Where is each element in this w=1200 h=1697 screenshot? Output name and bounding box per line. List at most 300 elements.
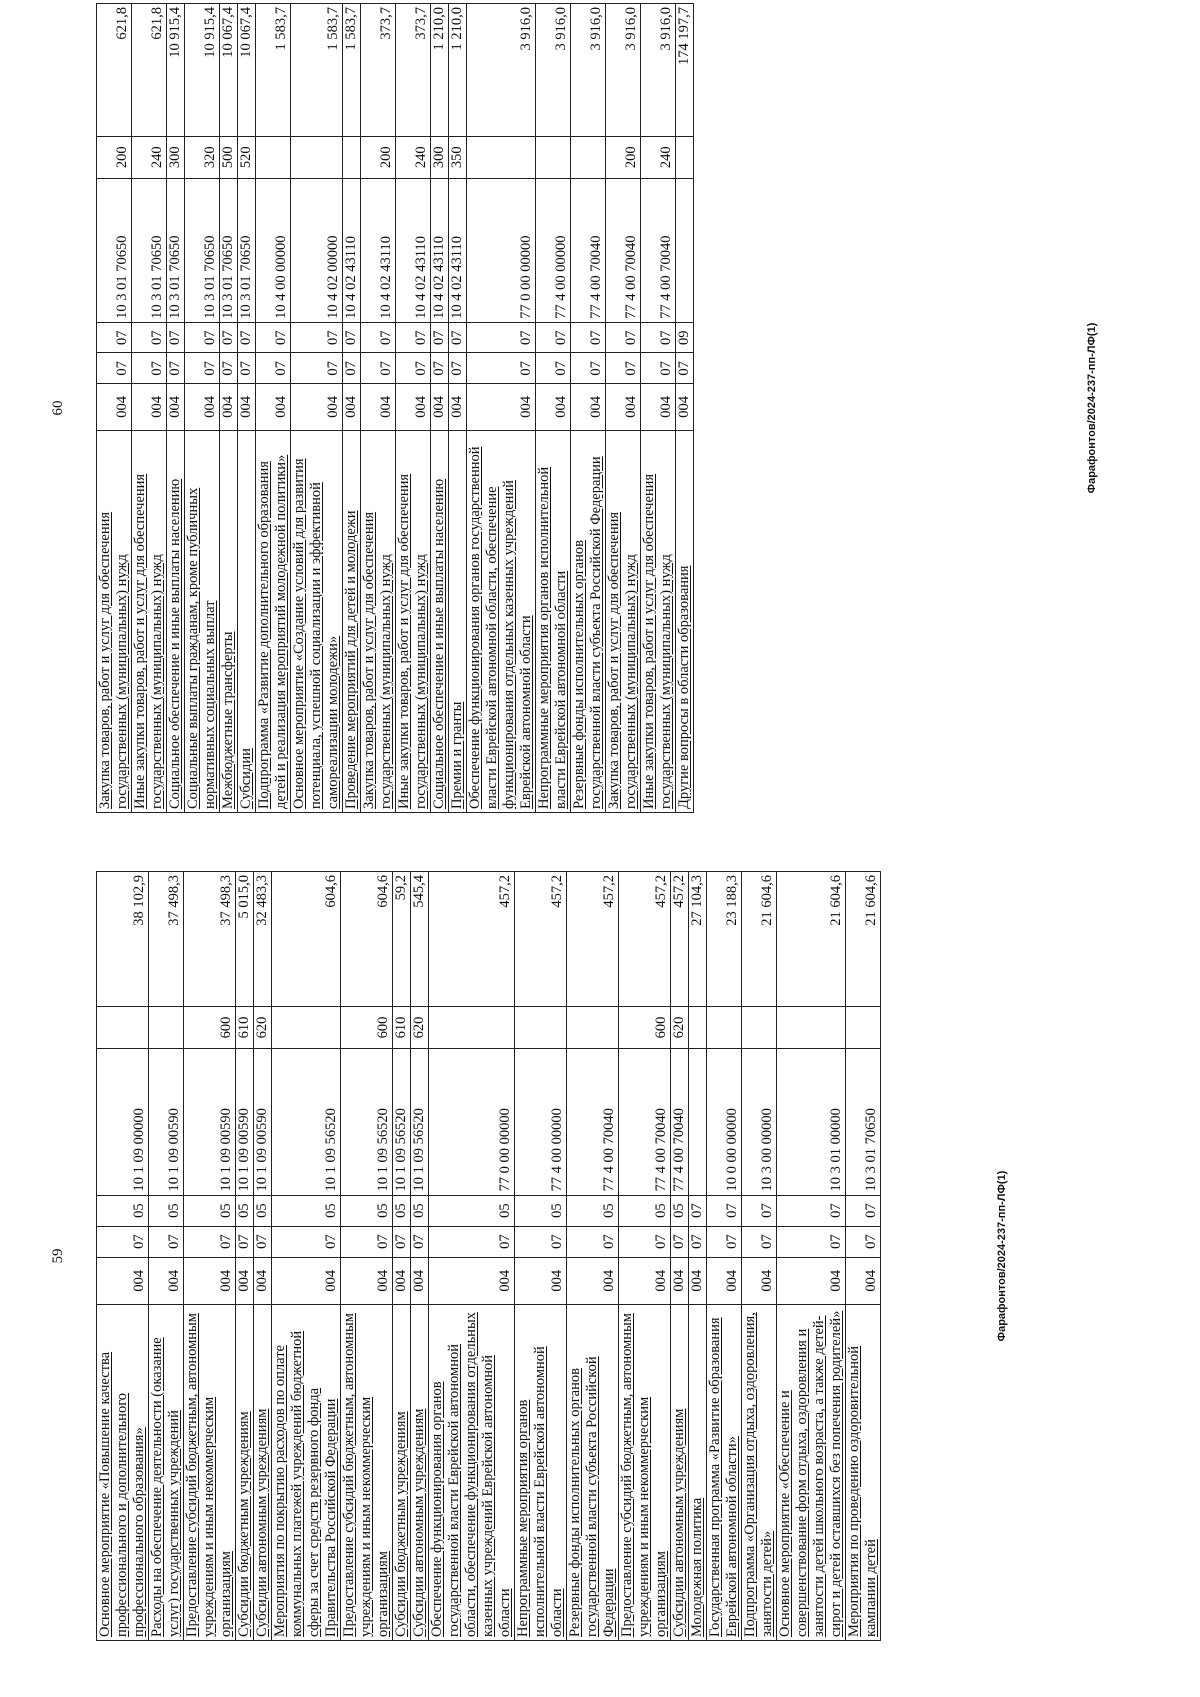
expense-type bbox=[272, 1006, 341, 1049]
expense-type bbox=[467, 136, 536, 178]
table-row bbox=[619, 872, 671, 1641]
section-code: 07 bbox=[132, 353, 167, 384]
amount: 59,2 bbox=[393, 872, 411, 1007]
section-code: 07 bbox=[671, 1226, 689, 1257]
subsection-code: 07 bbox=[707, 1195, 742, 1226]
amount: 3 916,0 bbox=[641, 4, 676, 137]
subsection-code: 07 bbox=[185, 322, 220, 353]
amount: 37 498,3 bbox=[149, 872, 184, 1007]
amount: 373,7 bbox=[361, 4, 396, 137]
amount: 21 604,6 bbox=[846, 872, 881, 1007]
amount: 457,2 bbox=[671, 872, 689, 1007]
ministry-code: 004 bbox=[291, 384, 343, 431]
table-row bbox=[689, 872, 707, 1641]
row-name: Предоставление субсидий бюджетным, автономным учреждениям и иным некоммерческим организациям bbox=[184, 1304, 236, 1640]
subsection-code: 05 bbox=[429, 1195, 515, 1226]
amount: 10 067,4 bbox=[238, 4, 256, 137]
ministry-code: 004 bbox=[567, 1257, 619, 1304]
expense-type: 600 bbox=[341, 1006, 393, 1049]
row-name: Резервные фонды исполнительных органов государственной власти субъекта Российской Федерации bbox=[571, 430, 606, 812]
target-article: 77 0 00 00000 bbox=[429, 1049, 515, 1195]
ministry-code: 004 bbox=[97, 1257, 149, 1304]
subsection-code: 07 bbox=[606, 322, 641, 353]
section-code: 07 bbox=[515, 1226, 567, 1257]
section-code: 07 bbox=[97, 353, 132, 384]
target-article: 10 1 09 56520 bbox=[341, 1049, 393, 1195]
amount: 174 197,7 bbox=[676, 4, 694, 137]
amount: 23 188,3 bbox=[707, 872, 742, 1007]
ministry-code: 004 bbox=[431, 384, 449, 431]
expense-type: 300 bbox=[167, 136, 185, 178]
subsection-code: 05 bbox=[272, 1195, 341, 1226]
table-row bbox=[431, 4, 449, 813]
row-name: Подпрограмма «Развитие дополнительного образования детей и реализация мероприятий молодежной политики» bbox=[256, 430, 291, 812]
expense-type: 610 bbox=[236, 1006, 254, 1049]
row-name: Социальные выплаты гражданам, кроме публичных нормативных социальных выплат bbox=[185, 430, 220, 812]
target-article: 10 1 09 00590 bbox=[254, 1049, 272, 1195]
section-code: 07 bbox=[619, 1226, 671, 1257]
ministry-code: 004 bbox=[429, 1257, 515, 1304]
section-code: 07 bbox=[256, 353, 291, 384]
row-name: Молодежная политика bbox=[689, 1304, 707, 1640]
ministry-code: 004 bbox=[411, 1257, 429, 1304]
budget-table-body bbox=[97, 872, 881, 1641]
subsection-code: 07 bbox=[361, 322, 396, 353]
expense-type: 620 bbox=[254, 1006, 272, 1049]
table-row bbox=[676, 4, 694, 813]
page-number: 60 bbox=[50, 400, 66, 416]
amount: 621,8 bbox=[132, 4, 167, 137]
ministry-code: 004 bbox=[619, 1257, 671, 1304]
section-code: 07 bbox=[236, 1226, 254, 1257]
row-name: Основное мероприятие «Создание условий для развития потенциала, успешной социализации и эффективной самореализации молодежи» bbox=[291, 430, 343, 812]
subsection-code: 05 bbox=[341, 1195, 393, 1226]
target-article: 10 3 01 70650 bbox=[238, 178, 256, 322]
ministry-code: 004 bbox=[467, 384, 536, 431]
expense-type bbox=[149, 1006, 184, 1049]
table-row bbox=[707, 872, 742, 1641]
row-name: Государственная программа «Развитие образования Еврейской автономной области» bbox=[707, 1304, 742, 1640]
target-article: 10 1 09 00590 bbox=[184, 1049, 236, 1195]
amount: 37 498,3 bbox=[184, 872, 236, 1007]
section-code: 07 bbox=[343, 353, 361, 384]
row-name: Обеспечение функционирования органов государственной власти Еврейской автономной области, обеспечение функционирования отдельных казенных учреждений Еврейской автономной области bbox=[429, 1304, 515, 1640]
section-code: 07 bbox=[846, 1226, 881, 1257]
table-row bbox=[341, 872, 393, 1641]
amount: 457,2 bbox=[515, 872, 567, 1007]
row-name: Предоставление субсидий бюджетным, автономным учреждениям и иным некоммерческим организациям bbox=[341, 1304, 393, 1640]
section-code: 07 bbox=[396, 353, 431, 384]
expense-type: 610 bbox=[393, 1006, 411, 1049]
section-code: 07 bbox=[777, 1226, 846, 1257]
amount: 1 583,7 bbox=[343, 4, 361, 137]
subsection-code: 07 bbox=[641, 322, 676, 353]
subsection-code: 07 bbox=[256, 322, 291, 353]
amount: 21 604,6 bbox=[777, 872, 846, 1007]
expense-type bbox=[571, 136, 606, 178]
amount: 27 104,3 bbox=[689, 872, 707, 1007]
subsection-code: 05 bbox=[515, 1195, 567, 1226]
target-article: 77 4 00 70040 bbox=[619, 1049, 671, 1195]
budget-table-body bbox=[97, 4, 694, 813]
subsection-code: 05 bbox=[236, 1195, 254, 1226]
amount: 457,2 bbox=[619, 872, 671, 1007]
expense-type: 240 bbox=[396, 136, 431, 178]
subsection-code: 05 bbox=[411, 1195, 429, 1226]
table-row bbox=[132, 4, 167, 813]
table-row bbox=[567, 872, 619, 1641]
expense-type bbox=[515, 1006, 567, 1049]
section-code: 07 bbox=[467, 353, 536, 384]
expense-type: 600 bbox=[184, 1006, 236, 1049]
expense-type bbox=[429, 1006, 515, 1049]
target-article: 77 4 00 70040 bbox=[671, 1049, 689, 1195]
amount: 545,4 bbox=[411, 872, 429, 1007]
row-name: Подпрограмма «Организация отдыха, оздоровления, занятости детей» bbox=[742, 1304, 777, 1640]
target-article: 10 4 00 00000 bbox=[256, 178, 291, 322]
expense-type bbox=[742, 1006, 777, 1049]
subsection-code: 05 bbox=[671, 1195, 689, 1226]
expense-type: 200 bbox=[361, 136, 396, 178]
subsection-code: 07 bbox=[449, 322, 467, 353]
ministry-code: 004 bbox=[149, 1257, 184, 1304]
table-row bbox=[671, 872, 689, 1641]
expense-type bbox=[707, 1006, 742, 1049]
target-article: 77 4 00 70040 bbox=[606, 178, 641, 322]
row-name: Иные закупки товаров, работ и услуг для обеспечения государственных (муниципальных) нужд bbox=[641, 430, 676, 812]
expense-type bbox=[567, 1006, 619, 1049]
ministry-code: 004 bbox=[185, 384, 220, 431]
ministry-code: 004 bbox=[341, 1257, 393, 1304]
table-row bbox=[846, 872, 881, 1641]
expense-type: 600 bbox=[619, 1006, 671, 1049]
table-row bbox=[742, 872, 777, 1641]
ministry-code: 004 bbox=[707, 1257, 742, 1304]
section-code: 07 bbox=[449, 353, 467, 384]
target-article: 10 1 09 56520 bbox=[272, 1049, 341, 1195]
expense-type bbox=[97, 1006, 149, 1049]
row-name: Субсидии автономным учреждениям bbox=[671, 1304, 689, 1640]
subsection-code: 07 bbox=[132, 322, 167, 353]
amount: 3 916,0 bbox=[606, 4, 641, 137]
amount: 604,6 bbox=[272, 872, 341, 1007]
subsection-code: 07 bbox=[536, 322, 571, 353]
section-code: 07 bbox=[707, 1226, 742, 1257]
ministry-code: 004 bbox=[571, 384, 606, 431]
ministry-code: 004 bbox=[449, 384, 467, 431]
section-code: 07 bbox=[742, 1226, 777, 1257]
row-name: Субсидии бюджетным учреждениям bbox=[236, 1304, 254, 1640]
section-code: 07 bbox=[429, 1226, 515, 1257]
section-code: 07 bbox=[393, 1226, 411, 1257]
row-name: Закупка товаров, работ и услуг для обеспечения государственных (муниципальных) нужд bbox=[97, 430, 132, 812]
row-name: Проведение мероприятий для детей и молодежи bbox=[343, 430, 361, 812]
row-name: Субсидии bbox=[238, 430, 256, 812]
amount: 1 210,0 bbox=[449, 4, 467, 137]
ministry-code: 004 bbox=[272, 1257, 341, 1304]
expense-type: 320 bbox=[185, 136, 220, 178]
expense-type bbox=[777, 1006, 846, 1049]
expense-type bbox=[676, 136, 694, 178]
subsection-code: 07 bbox=[238, 322, 256, 353]
amount: 10 915,4 bbox=[185, 4, 220, 137]
amount: 457,2 bbox=[429, 872, 515, 1007]
amount: 1 583,7 bbox=[256, 4, 291, 137]
ministry-code: 004 bbox=[238, 384, 256, 431]
table-row bbox=[272, 872, 341, 1641]
target-article: 10 4 02 00000 bbox=[291, 178, 343, 322]
ministry-code: 004 bbox=[846, 1257, 881, 1304]
row-name: Субсидии автономным учреждениям bbox=[254, 1304, 272, 1640]
target-article: 10 4 02 43110 bbox=[361, 178, 396, 322]
section-code: 07 bbox=[361, 353, 396, 384]
target-article: 77 4 00 00000 bbox=[515, 1049, 567, 1195]
ministry-code: 004 bbox=[396, 384, 431, 431]
ministry-code: 004 bbox=[184, 1257, 236, 1304]
table-row bbox=[606, 4, 641, 813]
row-name: Межбюджетные трансферты bbox=[220, 430, 238, 812]
target-article: 10 1 09 00590 bbox=[236, 1049, 254, 1195]
expense-type bbox=[291, 136, 343, 178]
expense-type: 620 bbox=[671, 1006, 689, 1049]
ministry-code: 004 bbox=[515, 1257, 567, 1304]
table-row bbox=[536, 4, 571, 813]
row-name: Премии и гранты bbox=[449, 430, 467, 812]
expense-type: 350 bbox=[449, 136, 467, 178]
row-name: Непрограммные мероприятия органов исполнительной власти Еврейской автономной области bbox=[536, 430, 571, 812]
expense-type: 240 bbox=[641, 136, 676, 178]
budget-table bbox=[96, 3, 694, 813]
row-name: Иные закупки товаров, работ и услуг для обеспечения государственных (муниципальных) нужд bbox=[132, 430, 167, 812]
subsection-code: 07 bbox=[97, 322, 132, 353]
page-59 bbox=[50, 871, 1008, 1641]
amount: 3 916,0 bbox=[571, 4, 606, 137]
table-row bbox=[449, 4, 467, 813]
section-code: 07 bbox=[571, 353, 606, 384]
target-article: 10 1 09 00000 bbox=[97, 1049, 149, 1195]
expense-type: 240 bbox=[132, 136, 167, 178]
amount: 21 604,6 bbox=[742, 872, 777, 1007]
amount: 10 067,4 bbox=[220, 4, 238, 137]
ministry-code: 004 bbox=[220, 384, 238, 431]
amount: 621,8 bbox=[97, 4, 132, 137]
section-code: 07 bbox=[184, 1226, 236, 1257]
target-article: 10 0 00 00000 bbox=[707, 1049, 742, 1195]
section-code: 07 bbox=[220, 353, 238, 384]
section-code: 07 bbox=[272, 1226, 341, 1257]
target-article: 77 0 00 00000 bbox=[467, 178, 536, 322]
amount: 1 583,7 bbox=[291, 4, 343, 137]
ministry-code: 004 bbox=[536, 384, 571, 431]
subsection-code: 07 bbox=[846, 1195, 881, 1226]
row-name: Расходы на обеспечение деятельности (оказание услуг) государственных учреждений bbox=[149, 1304, 184, 1640]
table-row bbox=[236, 872, 254, 1641]
expense-type: 620 bbox=[411, 1006, 429, 1049]
footer-code: Фарафонтов/2024-237-пп-ЛФ(1) bbox=[1086, 322, 1098, 494]
ministry-code: 004 bbox=[256, 384, 291, 431]
section-code: 07 bbox=[676, 353, 694, 384]
section-code: 07 bbox=[431, 353, 449, 384]
table-row bbox=[571, 4, 606, 813]
target-article: 77 4 00 00000 bbox=[536, 178, 571, 322]
subsection-code: 07 bbox=[777, 1195, 846, 1226]
table-row bbox=[515, 872, 567, 1641]
expense-type: 520 bbox=[238, 136, 256, 178]
table-row bbox=[429, 872, 515, 1641]
subsection-code: 09 bbox=[676, 322, 694, 353]
ministry-code: 004 bbox=[641, 384, 676, 431]
section-code: 07 bbox=[411, 1226, 429, 1257]
table-row bbox=[220, 4, 238, 813]
section-code: 07 bbox=[567, 1226, 619, 1257]
row-name: Иные закупки товаров, работ и услуг для обеспечения государственных (муниципальных) нужд bbox=[396, 430, 431, 812]
target-article: 10 3 01 00000 bbox=[777, 1049, 846, 1195]
amount: 3 916,0 bbox=[536, 4, 571, 137]
subsection-code: 07 bbox=[396, 322, 431, 353]
table-row bbox=[393, 872, 411, 1641]
ministry-code: 004 bbox=[167, 384, 185, 431]
row-name: Предоставление субсидий бюджетным, автономным учреждениям и иным некоммерческим организациям bbox=[619, 1304, 671, 1640]
subsection-code: 05 bbox=[149, 1195, 184, 1226]
table-row bbox=[97, 4, 132, 813]
section-code: 07 bbox=[341, 1226, 393, 1257]
amount: 38 102,9 bbox=[97, 872, 149, 1007]
target-article: 10 3 00 00000 bbox=[742, 1049, 777, 1195]
subsection-code: 07 bbox=[343, 322, 361, 353]
ministry-code: 004 bbox=[254, 1257, 272, 1304]
target-article: 10 3 01 70650 bbox=[846, 1049, 881, 1195]
subsection-code: 07 bbox=[220, 322, 238, 353]
amount: 604,6 bbox=[341, 872, 393, 1007]
amount: 32 483,3 bbox=[254, 872, 272, 1007]
expense-type: 200 bbox=[97, 136, 132, 178]
table-row bbox=[291, 4, 343, 813]
target-article: 10 3 01 70650 bbox=[167, 178, 185, 322]
table-row bbox=[167, 4, 185, 813]
row-name: Непрограммные мероприятия органов исполнительной власти Еврейской автономной области bbox=[515, 1304, 567, 1640]
section-code: 07 bbox=[167, 353, 185, 384]
budget-table bbox=[96, 871, 881, 1641]
ministry-code: 004 bbox=[676, 384, 694, 431]
table-row bbox=[777, 872, 846, 1641]
section-code: 07 bbox=[641, 353, 676, 384]
target-article: 10 3 01 70650 bbox=[97, 178, 132, 322]
row-name: Социальное обеспечение и иные выплаты населению bbox=[167, 430, 185, 812]
page-60 bbox=[50, 3, 1098, 813]
target-article: 77 4 00 70040 bbox=[641, 178, 676, 322]
subsection-code: 05 bbox=[97, 1195, 149, 1226]
expense-type: 500 bbox=[220, 136, 238, 178]
section-code: 07 bbox=[238, 353, 256, 384]
row-name: Закупка товаров, работ и услуг для обеспечения государственных (муниципальных) нужд bbox=[606, 430, 641, 812]
table-row bbox=[185, 4, 220, 813]
target-article: 10 3 01 70650 bbox=[132, 178, 167, 322]
table-row bbox=[184, 872, 236, 1641]
table-row bbox=[467, 4, 536, 813]
target-article bbox=[676, 178, 694, 322]
section-code: 07 bbox=[97, 1226, 149, 1257]
table-row bbox=[411, 872, 429, 1641]
subsection-code: 07 bbox=[291, 322, 343, 353]
table-row bbox=[343, 4, 361, 813]
expense-type bbox=[689, 1006, 707, 1049]
section-code: 07 bbox=[149, 1226, 184, 1257]
expense-type bbox=[536, 136, 571, 178]
subsection-code: 05 bbox=[254, 1195, 272, 1226]
ministry-code: 004 bbox=[361, 384, 396, 431]
footer-code: Фарафонтов/2024-237-пп-ЛФ(1) bbox=[996, 1170, 1008, 1342]
table-row bbox=[149, 872, 184, 1641]
table-row bbox=[97, 872, 149, 1641]
target-article bbox=[689, 1049, 707, 1195]
section-code: 07 bbox=[291, 353, 343, 384]
target-article: 10 1 09 00590 bbox=[149, 1049, 184, 1195]
ministry-code: 004 bbox=[671, 1257, 689, 1304]
amount: 373,7 bbox=[396, 4, 431, 137]
target-article: 10 4 02 43110 bbox=[396, 178, 431, 322]
target-article: 10 1 09 56520 bbox=[411, 1049, 429, 1195]
subsection-code: 07 bbox=[571, 322, 606, 353]
subsection-code: 07 bbox=[467, 322, 536, 353]
ministry-code: 004 bbox=[236, 1257, 254, 1304]
target-article: 10 3 01 70650 bbox=[220, 178, 238, 322]
ministry-code: 004 bbox=[689, 1257, 707, 1304]
ministry-code: 004 bbox=[742, 1257, 777, 1304]
section-code: 07 bbox=[606, 353, 641, 384]
subsection-code: 07 bbox=[742, 1195, 777, 1226]
table-row bbox=[256, 4, 291, 813]
row-name: Основное мероприятие «Повышение качества профессионального и дополнительного профессионального образования» bbox=[97, 1304, 149, 1640]
subsection-code: 07 bbox=[167, 322, 185, 353]
table-row bbox=[254, 872, 272, 1641]
amount: 3 916,0 bbox=[467, 4, 536, 137]
expense-type bbox=[256, 136, 291, 178]
expense-type bbox=[846, 1006, 881, 1049]
subsection-code: 07 bbox=[689, 1195, 707, 1226]
ministry-code: 004 bbox=[343, 384, 361, 431]
row-name: Субсидии бюджетным учреждениям bbox=[393, 1304, 411, 1640]
row-name: Социальное обеспечение и иные выплаты населению bbox=[431, 430, 449, 812]
section-code: 07 bbox=[689, 1226, 707, 1257]
row-name: Мероприятия по покрытию расходов по оплате коммунальных платежей учреждений бюджетной сферы за счет средств резервного фонда Правительства Российской Федерации bbox=[272, 1304, 341, 1640]
target-article: 77 4 00 70040 bbox=[571, 178, 606, 322]
subsection-code: 05 bbox=[567, 1195, 619, 1226]
subsection-code: 05 bbox=[393, 1195, 411, 1226]
section-code: 07 bbox=[185, 353, 220, 384]
ministry-code: 004 bbox=[393, 1257, 411, 1304]
target-article: 10 4 02 43110 bbox=[343, 178, 361, 322]
ministry-code: 004 bbox=[97, 384, 132, 431]
target-article: 10 3 01 70650 bbox=[185, 178, 220, 322]
target-article: 10 1 09 56520 bbox=[393, 1049, 411, 1195]
amount: 5 015,0 bbox=[236, 872, 254, 1007]
row-name: Другие вопросы в области образования bbox=[676, 430, 694, 812]
row-name: Субсидии автономным учреждениям bbox=[411, 1304, 429, 1640]
row-name: Основное мероприятие «Обеспечение и совершенствование форм отдыха, оздоровления и занятости детей школьного возраста, а также детей-сирот и детей оставшихся без попечения родителей» bbox=[777, 1304, 846, 1640]
target-article: 77 4 00 70040 bbox=[567, 1049, 619, 1195]
row-name: Мероприятия по проведению оздоровительной кампании детей bbox=[846, 1304, 881, 1640]
target-article: 10 4 02 43110 bbox=[449, 178, 467, 322]
table-row bbox=[238, 4, 256, 813]
expense-type: 200 bbox=[606, 136, 641, 178]
amount: 457,2 bbox=[567, 872, 619, 1007]
target-article: 10 4 02 43110 bbox=[431, 178, 449, 322]
section-code: 07 bbox=[254, 1226, 272, 1257]
subsection-code: 05 bbox=[619, 1195, 671, 1226]
page-number: 59 bbox=[50, 1248, 66, 1264]
ministry-code: 004 bbox=[132, 384, 167, 431]
row-name: Резервные фонды исполнительных органов государственной власти субъекта Российской Федерации bbox=[567, 1304, 619, 1640]
